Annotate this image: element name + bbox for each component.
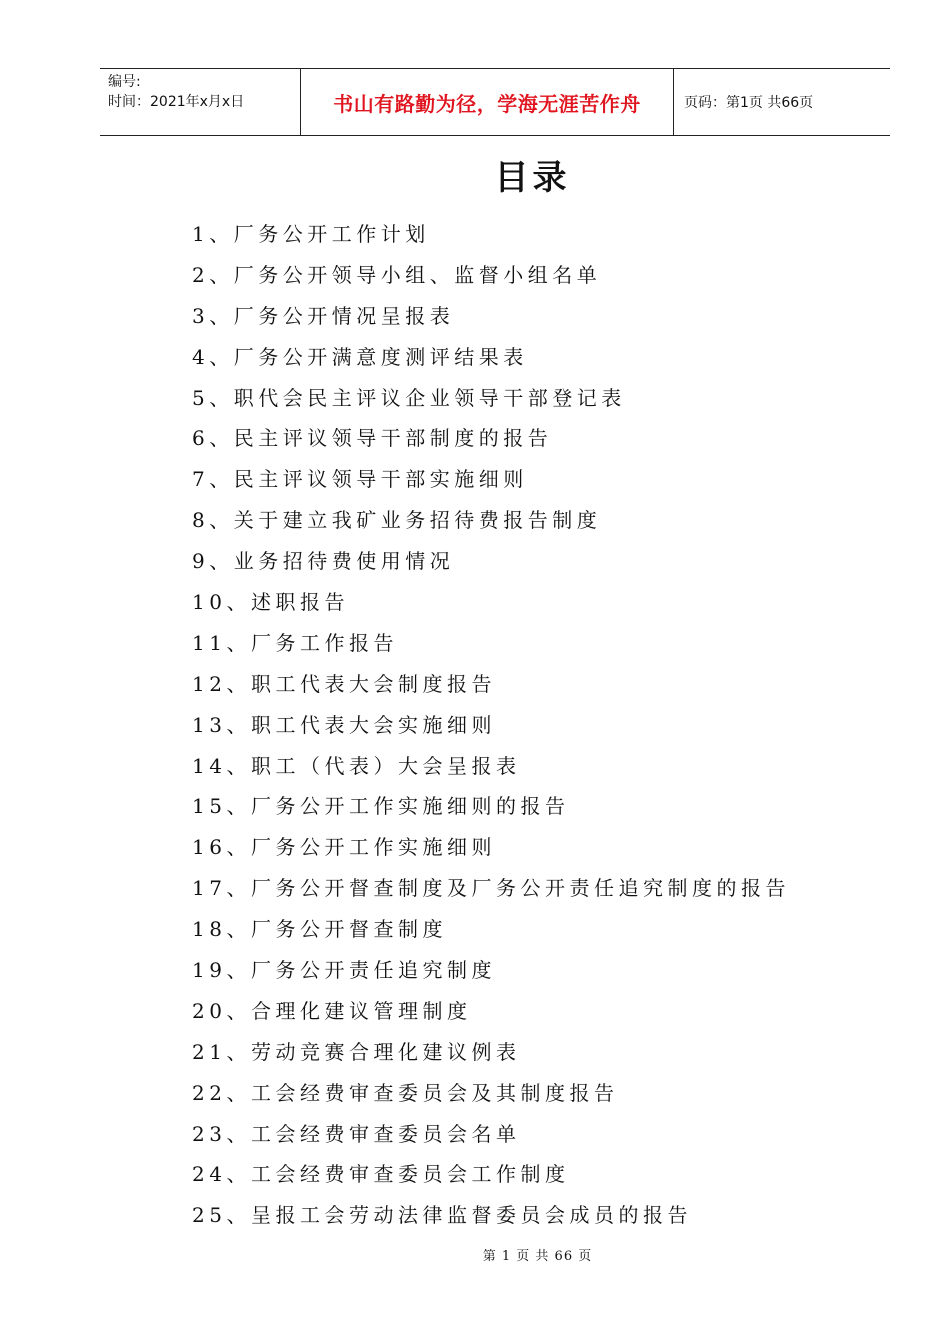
serial-label: 编号: <box>108 74 141 90</box>
toc-item[interactable]: 5、职代会民主评议企业领导干部登记表 <box>192 385 626 410</box>
toc-item[interactable]: 3、厂务公开情况呈报表 <box>192 303 455 328</box>
page-title: 目录 <box>494 158 571 198</box>
toc-item[interactable]: 13、职工代表大会实施细则 <box>192 712 496 737</box>
toc-item[interactable]: 4、厂务公开满意度测评结果表 <box>192 344 528 369</box>
toc-item[interactable]: 16、厂务公开工作实施细则 <box>192 835 496 860</box>
toc-item[interactable]: 7、民主评议领导干部实施细则 <box>192 467 528 492</box>
toc-item[interactable]: 12、职工代表大会制度报告 <box>192 671 496 696</box>
page-footer: 第 1 页 共 66 页 <box>482 1249 593 1264</box>
toc-item[interactable]: 22、工会经费审查委员会及其制度报告 <box>192 1080 619 1105</box>
toc-item[interactable]: 9、业务招待费使用情况 <box>192 549 455 574</box>
toc-item[interactable]: 18、厂务公开督查制度 <box>192 917 447 942</box>
page-header <box>100 68 890 136</box>
header-page-info: 页码：第1页 共66页 <box>684 95 814 111</box>
header-meta <box>100 69 300 135</box>
toc-item[interactable]: 14、职工（代表）大会呈报表 <box>192 753 521 778</box>
toc-item[interactable]: 1、厂务公开工作计划 <box>192 222 430 246</box>
header-motto: 书山有路勤为径，学海无涯苦作舟 <box>300 69 674 135</box>
toc-item[interactable]: 8、关于建立我矿业务招待费报告制度 <box>192 508 602 533</box>
toc-item[interactable]: 19、厂务公开责任追究制度 <box>192 958 496 983</box>
toc-item[interactable]: 20、合理化建议管理制度 <box>192 998 472 1023</box>
toc-item[interactable]: 2、厂务公开领导小组、监督小组名单 <box>192 262 602 287</box>
toc-item[interactable]: 23、工会经费审查委员会名单 <box>192 1121 521 1146</box>
toc-item[interactable]: 6、民主评议领导干部制度的报告 <box>192 426 553 451</box>
toc-item[interactable]: 10、述职报告 <box>192 590 349 615</box>
toc-item[interactable]: 24、工会经费审查委员会工作制度 <box>192 1162 570 1187</box>
toc-item[interactable]: 15、厂务公开工作实施细则的报告 <box>192 794 570 819</box>
toc-item[interactable]: 21、劳动竞赛合理化建议例表 <box>192 1039 521 1064</box>
date-label: 时间：2021年x月x日 <box>108 94 245 110</box>
toc-item[interactable]: 17、厂务公开督查制度及厂务公开责任追究制度的报告 <box>192 876 790 901</box>
toc-item[interactable]: 11、厂务工作报告 <box>192 630 398 655</box>
table-of-contents <box>192 214 790 1236</box>
toc-item[interactable]: 25、呈报工会劳动法律监督委员会成员的报告 <box>192 1203 692 1228</box>
